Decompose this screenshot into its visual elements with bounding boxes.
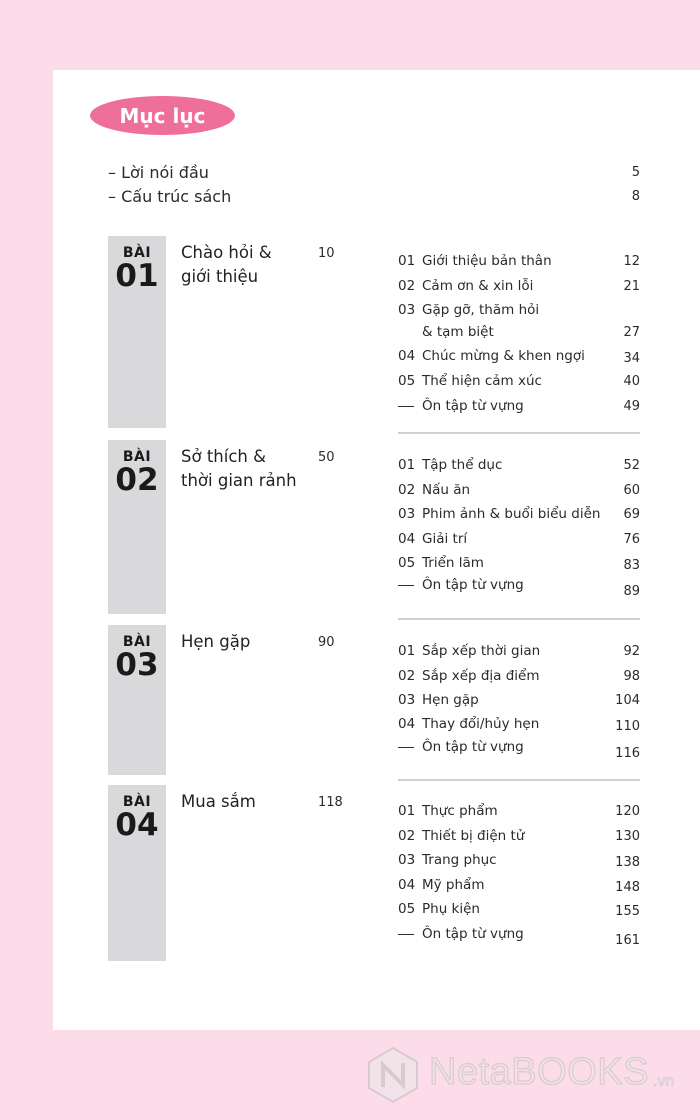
lesson-title [422, 665, 612, 687]
lesson-number: 05 [398, 373, 416, 389]
lesson-item[interactable] [398, 370, 640, 392]
section-divider [398, 618, 640, 620]
unit-number-box [108, 625, 166, 775]
unit-page-number: 118 [318, 795, 343, 810]
lesson-title-line: Thay đổi/hủy hẹn [422, 716, 540, 732]
lesson-item[interactable] [398, 479, 640, 501]
lesson-page-number: 40 [623, 374, 640, 389]
lesson-page-number: 116 [615, 746, 640, 761]
lesson-item[interactable] [398, 454, 640, 476]
unit-number-box [108, 236, 166, 428]
watermark-brand: NetaBOOKS [429, 1051, 649, 1093]
lesson-item[interactable] [398, 275, 640, 297]
lesson-title [422, 345, 612, 367]
lesson-item[interactable] [398, 299, 640, 343]
lesson-item[interactable] [398, 874, 640, 896]
dash-marker [398, 747, 414, 748]
lesson-page-number: 21 [623, 279, 640, 294]
lesson-number: 03 [398, 692, 416, 708]
lesson-page-number: 34 [623, 351, 640, 366]
section-divider [398, 779, 640, 781]
lesson-item[interactable] [398, 825, 640, 847]
lesson-title [422, 479, 612, 501]
watermark-suffix: .vn [653, 1073, 675, 1090]
intro-label: – Cấu trúc sách [108, 187, 232, 206]
lesson-page-number: 49 [623, 399, 640, 414]
lesson-page-number: 27 [623, 325, 640, 340]
intro-page: 8 [631, 189, 640, 204]
lesson-title [422, 898, 612, 920]
lesson-page-number: 110 [615, 719, 640, 734]
lesson-title [422, 250, 612, 272]
lesson-title [422, 454, 612, 476]
dash-marker [398, 934, 414, 935]
lesson-title-line: Hẹn gặp [422, 692, 479, 708]
lesson-title [422, 275, 612, 297]
unit-number: 04 [115, 807, 159, 843]
unit-title[interactable] [181, 790, 311, 814]
lesson-number: 04 [398, 531, 416, 547]
lesson-title-line: Phụ kiện [422, 901, 480, 917]
unit-page-number: 50 [318, 450, 335, 465]
intro-item[interactable] [108, 187, 640, 209]
lesson-title-line: Sắp xếp thời gian [422, 643, 541, 659]
lesson-number: 04 [398, 716, 416, 732]
lesson-number: 03 [398, 302, 416, 318]
unit-title-line: thời gian rảnh [181, 471, 297, 490]
unit-page-number: 10 [318, 246, 335, 261]
unit-label: BÀI [122, 245, 152, 261]
lesson-title-line: Tập thể dục [422, 457, 503, 473]
unit-title[interactable] [181, 241, 311, 289]
lesson-title [422, 503, 612, 525]
netabooks-logo-icon [365, 1045, 421, 1105]
lesson-title-line: Sắp xếp địa điểm [422, 668, 540, 684]
unit-title-line: Mua sắm [181, 792, 256, 811]
lesson-title [422, 689, 612, 711]
lesson-title-line: Giới thiệu bản thân [422, 253, 552, 269]
lesson-title-line: Ôn tập từ vựng [422, 739, 524, 755]
lesson-page-number: 89 [623, 584, 640, 599]
lesson-title-line: & tạm biệt [422, 324, 494, 340]
unit-title[interactable] [181, 445, 311, 493]
lesson-page-number: 130 [615, 829, 640, 844]
vocab-review-item[interactable] [398, 395, 640, 417]
lesson-page-number: 138 [615, 855, 640, 870]
lesson-item[interactable] [398, 800, 640, 822]
lesson-page-number: 76 [623, 532, 640, 547]
lesson-title [422, 299, 612, 343]
unit-label: BÀI [122, 634, 152, 650]
lesson-page-number: 104 [615, 693, 640, 708]
unit-number-box [108, 440, 166, 614]
lesson-page-number: 98 [623, 669, 640, 684]
vocab-review-item[interactable] [398, 574, 640, 599]
unit-label: BÀI [122, 794, 152, 810]
lesson-number: 01 [398, 253, 416, 269]
unit-page-number: 90 [318, 635, 335, 650]
lesson-title-line: Thiết bị điện tử [422, 828, 525, 844]
lesson-number: 04 [398, 877, 416, 893]
lesson-number: 02 [398, 828, 416, 844]
lesson-title-line: Triển lãm [422, 555, 484, 571]
intro-label: – Lời nói đầu [108, 163, 209, 182]
intro-item[interactable] [108, 163, 640, 185]
lesson-page-number: 155 [615, 904, 640, 919]
lesson-item[interactable] [398, 665, 640, 687]
lesson-number: 04 [398, 348, 416, 364]
lesson-item[interactable] [398, 528, 640, 550]
lesson-page-number: 52 [623, 458, 640, 473]
netabooks-watermark [365, 1045, 695, 1105]
intro-page: 5 [631, 165, 640, 180]
lesson-number: 01 [398, 457, 416, 473]
lesson-title [422, 849, 612, 871]
lesson-page-number: 60 [623, 483, 640, 498]
lesson-title-line: Thực phẩm [422, 803, 498, 819]
unit-title-line: Sở thích & [181, 447, 266, 466]
lesson-title [422, 800, 612, 822]
lesson-item[interactable] [398, 713, 640, 735]
unit-title-line: Chào hỏi & [181, 243, 272, 262]
lesson-page-number: 12 [623, 254, 640, 269]
lesson-title [422, 713, 612, 735]
unit-title-line: giới thiệu [181, 267, 259, 286]
lesson-number: 01 [398, 803, 416, 819]
lesson-item[interactable] [398, 898, 640, 920]
lesson-title-line: Chúc mừng & khen ngợi [422, 348, 585, 364]
lesson-title-line: Ôn tập từ vựng [422, 398, 524, 414]
dash-marker [398, 585, 414, 586]
lesson-title-line: Mỹ phẩm [422, 877, 485, 893]
lesson-title [422, 825, 612, 847]
lesson-number: 03 [398, 506, 416, 522]
lesson-number: 05 [398, 555, 416, 571]
vocab-review-item[interactable] [398, 923, 640, 948]
lesson-item[interactable] [398, 503, 640, 525]
unit-title[interactable] [181, 630, 311, 654]
lesson-number: 01 [398, 643, 416, 659]
lesson-page-number: 161 [615, 933, 640, 948]
lesson-title-line: Ôn tập từ vựng [422, 577, 524, 593]
dash-marker [398, 406, 414, 407]
lesson-number: 03 [398, 852, 416, 868]
lesson-title-line: Ôn tập từ vựng [422, 926, 524, 942]
unit-number: 02 [115, 462, 159, 498]
lesson-title [422, 736, 612, 758]
lesson-title-line: Cảm ơn & xin lỗi [422, 278, 534, 294]
lesson-title [422, 395, 612, 417]
lesson-item[interactable] [398, 552, 640, 574]
lesson-item[interactable] [398, 849, 640, 871]
lesson-title-line: Gặp gỡ, thăm hỏi [422, 302, 540, 318]
unit-number-box [108, 785, 166, 961]
toc-title-badge [90, 96, 235, 135]
lesson-title [422, 370, 612, 392]
lesson-title [422, 574, 612, 596]
lesson-title-line: Thể hiện cảm xúc [422, 373, 542, 389]
vocab-review-item[interactable] [398, 736, 640, 761]
lesson-item[interactable] [398, 250, 640, 272]
unit-title-line: Hẹn gặp [181, 632, 251, 651]
lesson-title-line: Trang phục [422, 852, 497, 868]
lesson-page-number: 120 [615, 804, 640, 819]
lesson-title-line: Giải trí [422, 531, 468, 547]
lesson-page-number: 83 [623, 558, 640, 573]
lesson-number: 05 [398, 901, 416, 917]
lesson-title [422, 552, 612, 574]
lesson-number: 02 [398, 278, 416, 294]
lesson-item[interactable] [398, 640, 640, 662]
lesson-item[interactable] [398, 689, 640, 711]
lesson-title [422, 923, 612, 945]
lesson-page-number: 69 [623, 507, 640, 522]
section-divider [398, 432, 640, 434]
lesson-page-number: 148 [615, 880, 640, 895]
lesson-title-line: Phim ảnh & buổi biểu diễn [422, 506, 601, 522]
lesson-number: 02 [398, 668, 416, 684]
unit-number: 01 [115, 258, 159, 294]
unit-number: 03 [115, 647, 159, 683]
toc-title: Mục lục [119, 103, 206, 128]
lesson-title [422, 528, 612, 550]
unit-label: BÀI [122, 449, 152, 465]
lesson-title [422, 640, 612, 662]
lesson-title-line: Nấu ăn [422, 482, 471, 498]
lesson-number: 02 [398, 482, 416, 498]
lesson-title [422, 874, 612, 896]
lesson-page-number: 92 [623, 644, 640, 659]
lesson-item[interactable] [398, 345, 640, 367]
